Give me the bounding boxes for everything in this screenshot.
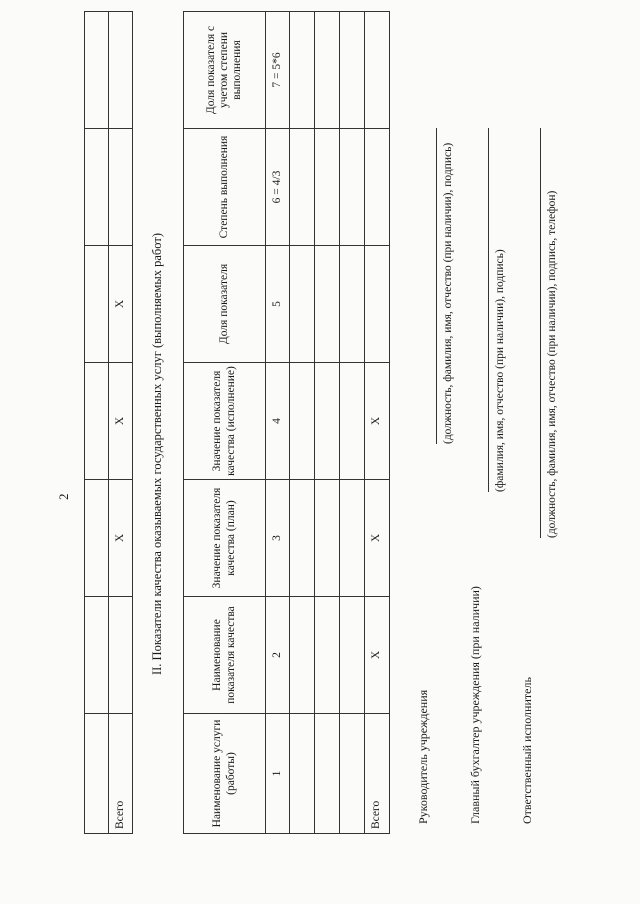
section-title: II. Показатели качества оказываемых государственных услуг (выполняемых работ) <box>150 232 164 676</box>
column-header: Наименование показателя качества <box>184 597 266 714</box>
table-cell <box>315 246 340 363</box>
table-cell <box>365 129 390 246</box>
column-number: 5 <box>266 246 290 363</box>
table-row <box>109 12 133 834</box>
table-cell <box>290 129 315 246</box>
table-cell <box>340 129 365 246</box>
numbering-row <box>266 12 290 834</box>
table-cell <box>290 363 315 480</box>
table-cell: Х <box>365 363 390 480</box>
table-cell <box>365 12 390 129</box>
table-cell <box>290 480 315 597</box>
total-label: Всего <box>365 714 390 834</box>
column-number: 4 <box>266 363 290 480</box>
table-cell <box>315 129 340 246</box>
table-row <box>365 12 390 834</box>
table-cell <box>290 597 315 714</box>
table-cell <box>85 246 109 363</box>
column-header: Доля показателя с учетом степени выполнения <box>184 12 266 129</box>
table-cell <box>315 714 340 834</box>
signature-label-accountant: Главный бухгалтер учреждения (при наличии) <box>468 586 482 824</box>
column-header: Степень выполнения <box>184 129 266 246</box>
total-label: Всего <box>109 714 133 834</box>
table-row <box>290 12 315 834</box>
table-cell <box>315 12 340 129</box>
table-row <box>85 12 109 834</box>
table-cell <box>315 363 340 480</box>
table-cell <box>290 714 315 834</box>
table-cell <box>109 597 133 714</box>
table-cell <box>365 246 390 363</box>
table-cell <box>109 12 133 129</box>
table-header-row <box>184 12 266 834</box>
column-header: Наименование услуги (работы) <box>184 714 266 834</box>
signature-line-director <box>436 128 437 444</box>
table-cell <box>340 246 365 363</box>
table-cell <box>315 480 340 597</box>
table-row <box>340 12 365 834</box>
column-header: Доля показателя <box>184 246 266 363</box>
table-cell <box>315 597 340 714</box>
table-cell: Х <box>365 480 390 597</box>
column-header: Значение показателя качества (план) <box>184 480 266 597</box>
column-header: Значение показателя качества (исполнение) <box>184 363 266 480</box>
table-cell: Х <box>365 597 390 714</box>
table-cell <box>340 363 365 480</box>
summary-table-top <box>84 11 133 834</box>
signature-line-accountant <box>488 128 489 492</box>
table-cell <box>340 597 365 714</box>
page-number: 2 <box>56 493 71 500</box>
table-cell: Х <box>109 480 133 597</box>
table-cell <box>85 12 109 129</box>
signature-label-executor: Ответственный исполнитель <box>520 677 534 824</box>
table-row <box>315 12 340 834</box>
column-number: 3 <box>266 480 290 597</box>
table-cell <box>85 597 109 714</box>
column-number: 6 = 4/3 <box>266 129 290 246</box>
table-cell <box>85 480 109 597</box>
signature-caption-executor: (должность, фамилия, имя, отчество (при наличии), подпись, телефон) <box>546 190 558 538</box>
column-number: 1 <box>266 714 290 834</box>
table-cell <box>290 246 315 363</box>
table-cell: Х <box>109 246 133 363</box>
table-cell <box>340 12 365 129</box>
table-cell <box>109 129 133 246</box>
signature-caption-director: (должность, фамилия, имя, отчество (при наличии), подпись) <box>442 142 454 444</box>
table-cell <box>340 714 365 834</box>
signature-caption-accountant: (фамилия, имя, отчество (при наличии), подпись) <box>494 249 506 492</box>
quality-indicators-table <box>183 11 390 834</box>
column-number: 7 = 5*6 <box>266 12 290 129</box>
signature-line-executor <box>540 128 541 538</box>
table-cell <box>290 12 315 129</box>
table-cell <box>85 129 109 246</box>
table-cell <box>85 714 109 834</box>
table-cell <box>85 363 109 480</box>
table-cell <box>340 480 365 597</box>
column-number: 2 <box>266 597 290 714</box>
signature-label-director: Руководитель учреждения <box>416 689 430 824</box>
table-cell: Х <box>109 363 133 480</box>
